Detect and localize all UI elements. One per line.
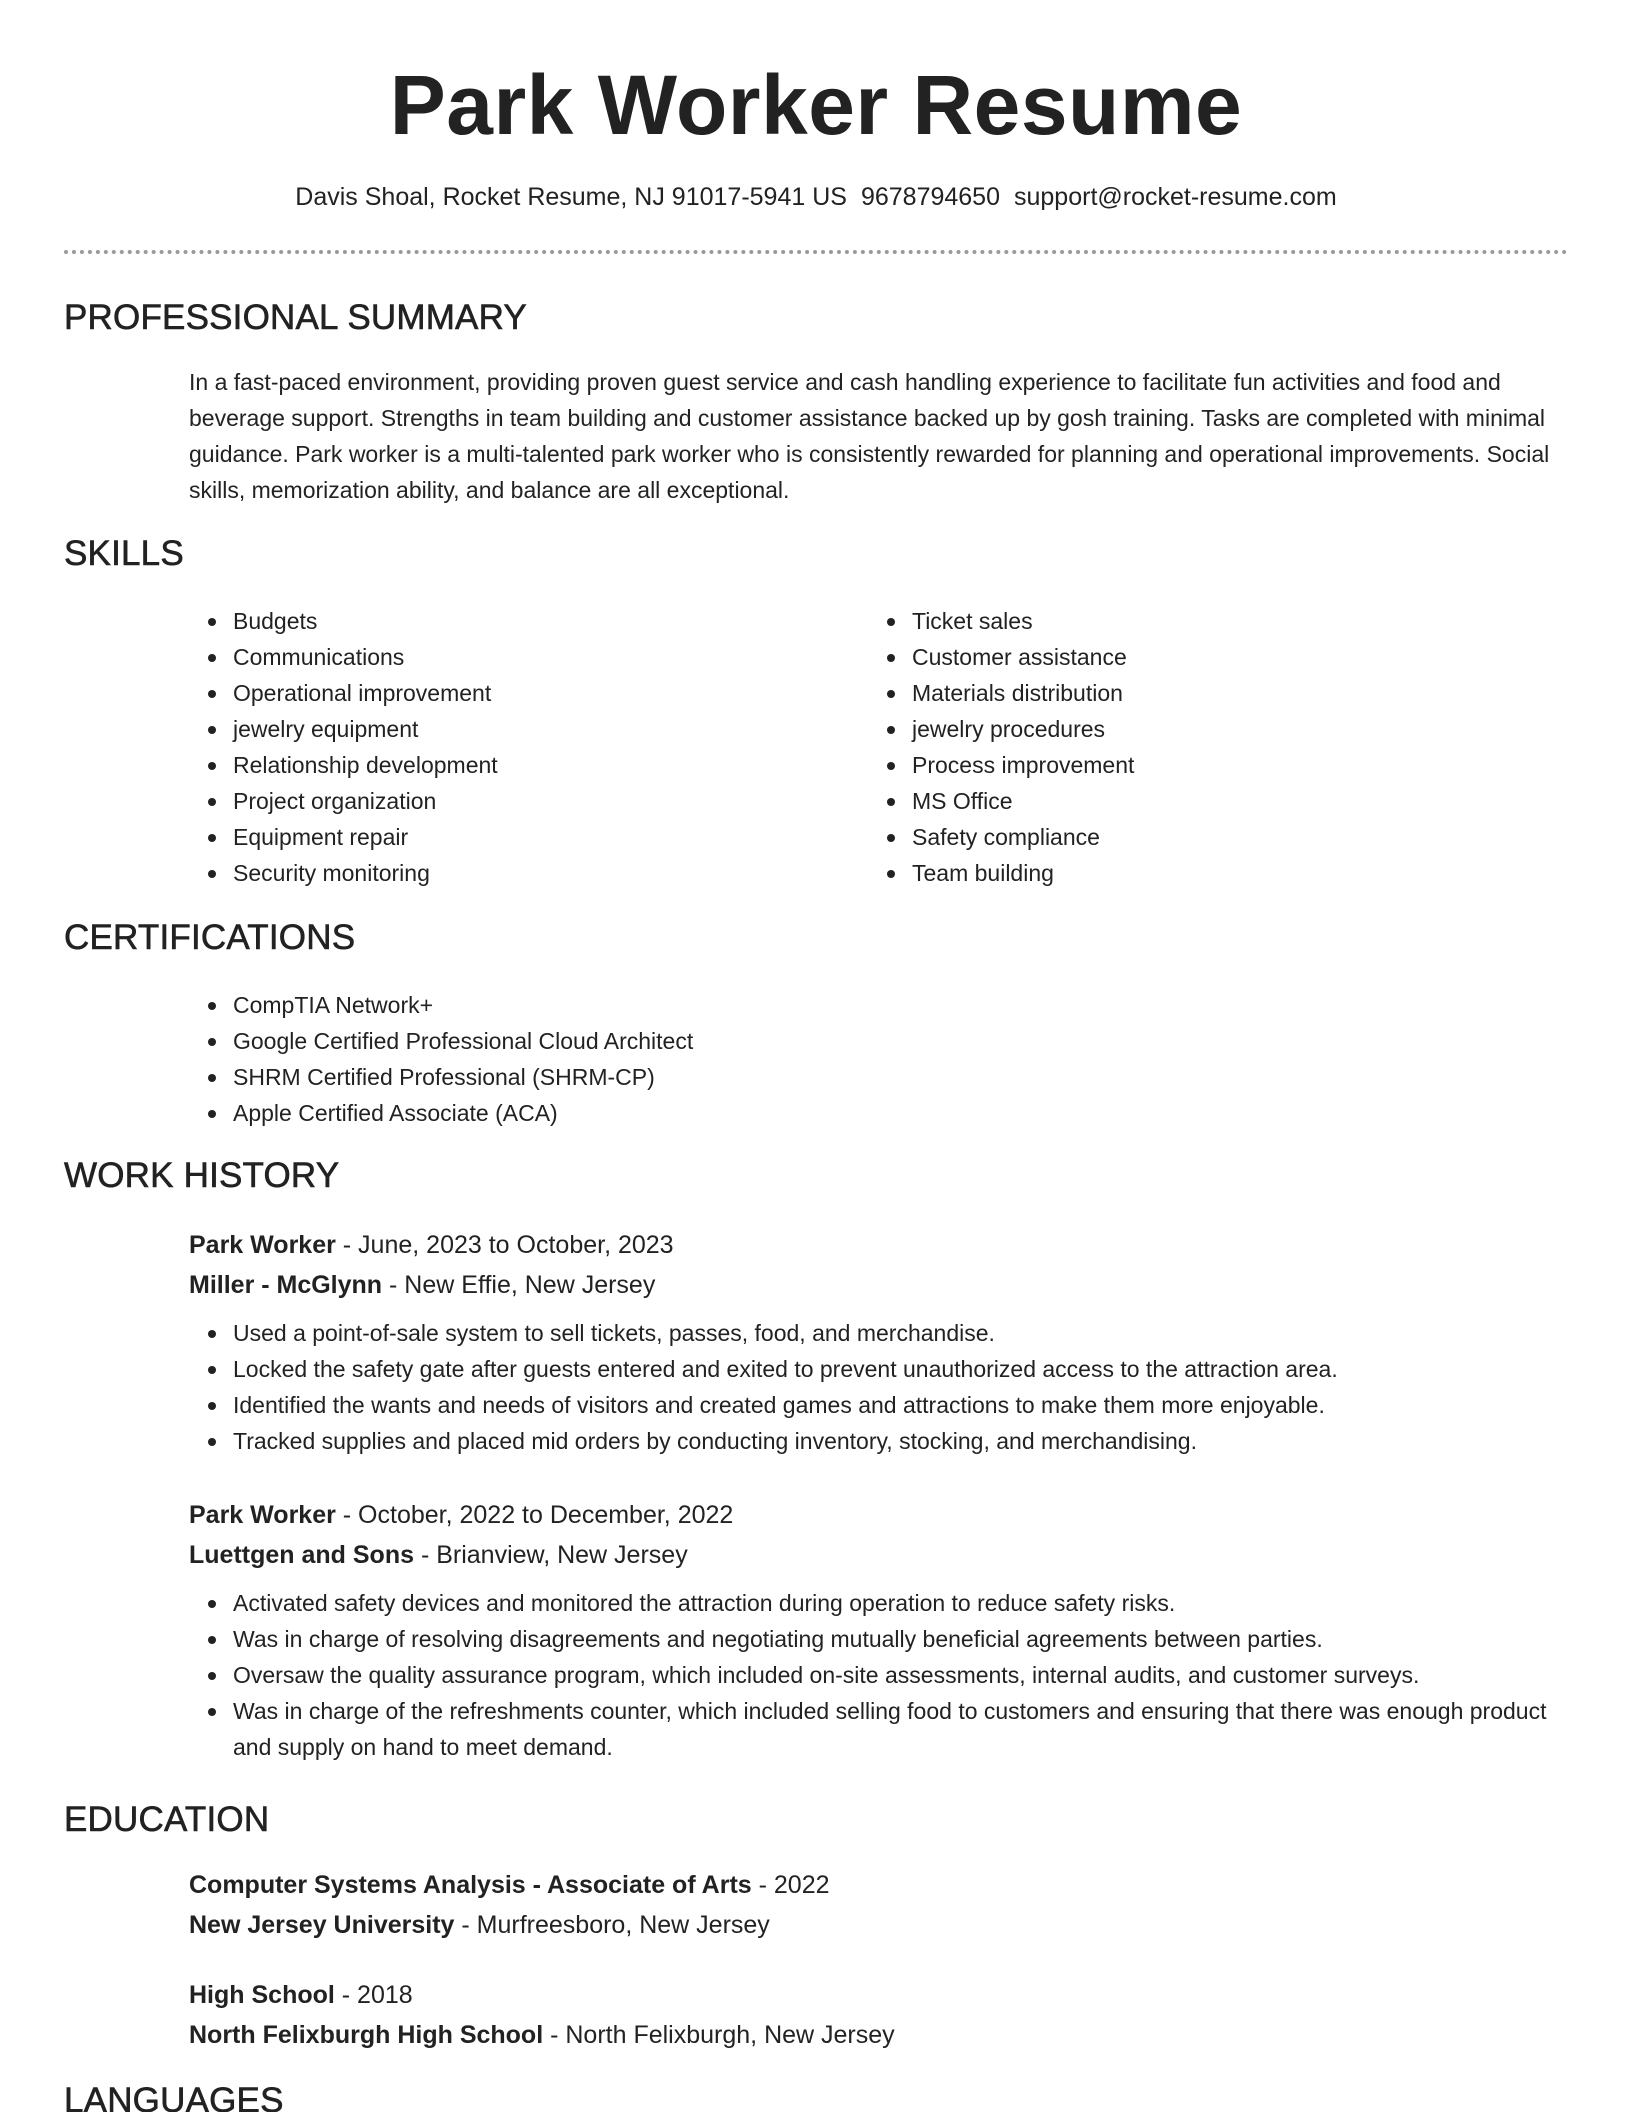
job-title: Park Worker bbox=[189, 1231, 336, 1259]
skill-item: Security monitoring bbox=[189, 855, 849, 891]
skill-item: Operational improvement bbox=[189, 675, 849, 711]
section-heading-summary: PROFESSIONAL SUMMARY bbox=[64, 298, 527, 337]
section-heading-work-history: WORK HISTORY bbox=[64, 1156, 340, 1195]
education-school: North Felixburgh High School bbox=[189, 2021, 544, 2049]
certification-item: Apple Certified Associate (ACA) bbox=[189, 1095, 1189, 1131]
job-bullet: Was in charge of the refreshments counter, which included selling food to customers and ensuring that there was enough product and supply on hand to meet demand. bbox=[189, 1693, 1569, 1765]
job-bullet: Identified the wants and needs of visitors and created games and attractions to make them more enjoyable. bbox=[189, 1387, 1569, 1423]
job-company-line bbox=[189, 1537, 1569, 1573]
job-title-line bbox=[189, 1227, 1569, 1263]
education-school: New Jersey University bbox=[189, 1911, 455, 1939]
section-heading-skills: SKILLS bbox=[64, 534, 184, 573]
education-entry bbox=[189, 1867, 1569, 1943]
job-title: Park Worker bbox=[189, 1501, 336, 1529]
skill-item: Team building bbox=[868, 855, 1528, 891]
education-degree-line bbox=[189, 1977, 1569, 2013]
skill-item: MS Office bbox=[868, 783, 1528, 819]
skill-item: Ticket sales bbox=[868, 603, 1528, 639]
job-bullets bbox=[189, 1585, 1569, 1765]
certification-item: SHRM Certified Professional (SHRM-CP) bbox=[189, 1059, 1189, 1095]
education-year: - 2022 bbox=[751, 1871, 830, 1899]
skills-list-right bbox=[868, 603, 1528, 891]
job-bullet: Oversaw the quality assurance program, which included on-site assessments, internal audits, and customer surveys. bbox=[189, 1657, 1569, 1693]
job-bullet: Was in charge of resolving disagreements and negotiating mutually beneficial agreements between parties. bbox=[189, 1621, 1569, 1657]
skill-item: Communications bbox=[189, 639, 849, 675]
job-bullet: Used a point-of-sale system to sell tickets, passes, food, and merchandise. bbox=[189, 1315, 1569, 1351]
section-heading-languages: LANGUAGES bbox=[64, 2081, 284, 2112]
skill-item: jewelry equipment bbox=[189, 711, 849, 747]
education-degree-line bbox=[189, 1867, 1569, 1903]
skill-item: Equipment repair bbox=[189, 819, 849, 855]
skill-item: jewelry procedures bbox=[868, 711, 1528, 747]
education-year: - 2018 bbox=[334, 1981, 413, 2009]
section-heading-education: EDUCATION bbox=[64, 1800, 270, 1839]
certification-item: CompTIA Network+ bbox=[189, 987, 1189, 1023]
education-school-line bbox=[189, 2017, 1569, 2053]
job-company: Miller - McGlynn bbox=[189, 1271, 383, 1299]
header-divider bbox=[64, 250, 1568, 254]
job-dates: - October, 2022 to December, 2022 bbox=[335, 1501, 734, 1529]
education-degree: Computer Systems Analysis - Associate of Arts bbox=[189, 1871, 752, 1899]
skill-item: Customer assistance bbox=[868, 639, 1528, 675]
contact-email[interactable]: support@rocket-resume.com bbox=[1014, 183, 1337, 211]
job-company-line bbox=[189, 1267, 1569, 1303]
job-dates: - June, 2023 to October, 2023 bbox=[335, 1231, 674, 1259]
skill-item: Budgets bbox=[189, 603, 849, 639]
certifications-list bbox=[189, 987, 1189, 1131]
education-entry bbox=[189, 1977, 1569, 2053]
section-heading-certifications: CERTIFICATIONS bbox=[64, 918, 356, 957]
skill-item: Materials distribution bbox=[868, 675, 1528, 711]
skill-item: Project organization bbox=[189, 783, 849, 819]
contact-address: Davis Shoal, Rocket Resume, NJ 91017-5941 US bbox=[295, 183, 847, 211]
skill-item: Safety compliance bbox=[868, 819, 1528, 855]
job-entry bbox=[189, 1227, 1569, 1459]
job-title-line bbox=[189, 1497, 1569, 1533]
job-bullet: Locked the safety gate after guests entered and exited to prevent unauthorized access to the attraction area. bbox=[189, 1351, 1569, 1387]
skill-item: Relationship development bbox=[189, 747, 849, 783]
skill-item: Process improvement bbox=[868, 747, 1528, 783]
job-bullet: Activated safety devices and monitored the attraction during operation to reduce safety risks. bbox=[189, 1585, 1569, 1621]
job-bullets bbox=[189, 1315, 1569, 1459]
contact-line bbox=[0, 180, 1632, 214]
job-entry bbox=[189, 1497, 1569, 1765]
skills-list-left bbox=[189, 603, 849, 891]
resume-title: Park Worker Resume bbox=[389, 58, 1243, 152]
education-location: - Murfreesboro, New Jersey bbox=[454, 1911, 770, 1939]
job-location: - Brianview, New Jersey bbox=[414, 1541, 688, 1569]
education-degree: High School bbox=[189, 1981, 335, 2009]
certification-item: Google Certified Professional Cloud Architect bbox=[189, 1023, 1189, 1059]
education-location: - North Felixburgh, New Jersey bbox=[543, 2021, 895, 2049]
job-bullet: Tracked supplies and placed mid orders by conducting inventory, stocking, and merchandising. bbox=[189, 1423, 1569, 1459]
education-school-line bbox=[189, 1907, 1569, 1943]
summary-text: In a fast-paced environment, providing proven guest service and cash handling experience to facilitate fun activities and food and beverage support. Strengths in team building and customer assistance backed up by gosh training. Tasks are completed with minimal guidance. Park worker is a multi-talented park worker who is consistently rewarded for planning and operational improvements. Social skills, memorization ability, and balance are all exceptional. bbox=[189, 369, 1550, 503]
job-location: - New Effie, New Jersey bbox=[382, 1271, 656, 1299]
job-company: Luettgen and Sons bbox=[189, 1541, 414, 1569]
contact-phone: 9678794650 bbox=[860, 183, 1000, 211]
